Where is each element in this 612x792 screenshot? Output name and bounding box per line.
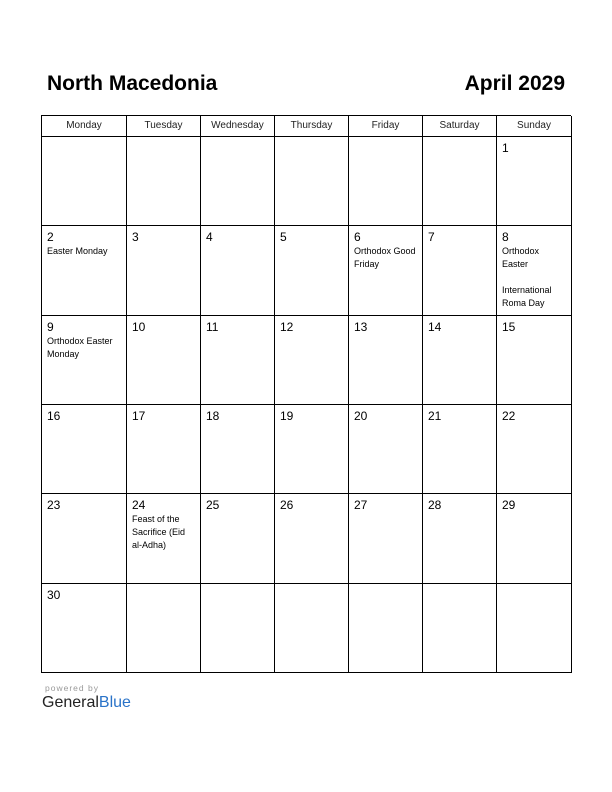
day-cell xyxy=(201,226,275,316)
day-cell xyxy=(497,405,572,494)
holiday-label: International Roma Day xyxy=(502,285,552,308)
day-number: 3 xyxy=(132,230,139,244)
day-cell xyxy=(42,584,127,673)
day-cell xyxy=(497,226,572,316)
weekday-header-saturday: Saturday xyxy=(423,116,497,137)
day-cell xyxy=(275,316,349,405)
day-cell xyxy=(349,137,423,226)
day-cell xyxy=(275,226,349,316)
country-title: North Macedonia xyxy=(47,72,218,95)
day-number: 6 xyxy=(354,230,361,244)
holiday-label: Orthodox Good Friday xyxy=(354,246,416,269)
day-number: 8 xyxy=(502,230,509,244)
day-cell xyxy=(349,226,423,316)
day-number: 19 xyxy=(280,409,294,423)
day-number: 23 xyxy=(47,498,61,512)
brand-logo[interactable] xyxy=(42,694,131,712)
day-cell xyxy=(497,137,572,226)
month-title: April 2029 xyxy=(464,72,565,95)
day-cell xyxy=(275,494,349,584)
day-cell xyxy=(349,584,423,673)
day-cell xyxy=(127,584,201,673)
day-number: 18 xyxy=(206,409,220,423)
weekday-header-wednesday: Wednesday xyxy=(201,116,275,137)
day-number: 11 xyxy=(206,320,219,334)
day-cell xyxy=(201,405,275,494)
day-number: 30 xyxy=(47,588,61,602)
day-number: 13 xyxy=(354,320,368,334)
day-cell xyxy=(42,405,127,494)
day-cell xyxy=(42,494,127,584)
day-cell xyxy=(201,137,275,226)
day-number: 10 xyxy=(132,320,146,334)
day-cell xyxy=(497,584,572,673)
day-number: 24 xyxy=(132,498,146,512)
day-cell xyxy=(423,584,497,673)
holiday-label: Orthodox Easter Monday xyxy=(47,336,113,359)
day-cell xyxy=(127,405,201,494)
day-number: 4 xyxy=(206,230,213,244)
weekday-header-thursday: Thursday xyxy=(275,116,349,137)
day-number: 1 xyxy=(502,141,509,155)
day-number: 21 xyxy=(428,409,442,423)
day-number: 17 xyxy=(132,409,146,423)
day-number: 7 xyxy=(428,230,435,244)
day-number: 28 xyxy=(428,498,442,512)
day-cell xyxy=(201,584,275,673)
day-number: 12 xyxy=(280,320,294,334)
holiday-label: Easter Monday xyxy=(47,246,108,256)
day-number: 22 xyxy=(502,409,516,423)
day-number: 2 xyxy=(47,230,54,244)
day-cell xyxy=(423,226,497,316)
day-cell xyxy=(42,137,127,226)
day-cell xyxy=(127,226,201,316)
day-cell xyxy=(423,137,497,226)
day-cell xyxy=(349,316,423,405)
day-cell xyxy=(423,494,497,584)
day-cell xyxy=(127,494,201,584)
day-number: 25 xyxy=(206,498,220,512)
day-number: 29 xyxy=(502,498,516,512)
brand-blue-text: Blue xyxy=(98,694,131,711)
day-number: 15 xyxy=(502,320,516,334)
day-number: 27 xyxy=(354,498,368,512)
day-cell xyxy=(201,494,275,584)
day-number: 16 xyxy=(47,409,61,423)
day-cell xyxy=(275,405,349,494)
day-number: 26 xyxy=(280,498,294,512)
day-cell xyxy=(497,494,572,584)
day-number: 20 xyxy=(354,409,368,423)
day-cell xyxy=(423,405,497,494)
day-cell xyxy=(42,226,127,316)
weekday-header-monday: Monday xyxy=(42,116,127,137)
day-number: 9 xyxy=(47,320,54,334)
day-cell xyxy=(497,316,572,405)
day-cell xyxy=(201,316,275,405)
day-cell xyxy=(349,405,423,494)
day-number: 14 xyxy=(428,320,442,334)
weekday-header-friday: Friday xyxy=(349,116,423,137)
day-number: 5 xyxy=(280,230,287,244)
weekday-header-sunday: Sunday xyxy=(497,116,572,137)
brand-general-text: General xyxy=(42,694,99,711)
weekday-header-tuesday: Tuesday xyxy=(127,116,201,137)
powered-by-label: powered by xyxy=(45,683,99,693)
holiday-label: Orthodox Easter xyxy=(502,246,540,269)
holiday-label: Feast of the Sacrifice (Eid al-Adha) xyxy=(132,514,186,550)
day-cell xyxy=(127,316,201,405)
day-cell xyxy=(275,137,349,226)
day-cell xyxy=(423,316,497,405)
day-cell xyxy=(127,137,201,226)
day-cell xyxy=(349,494,423,584)
day-cell xyxy=(275,584,349,673)
day-cell xyxy=(42,316,127,405)
calendar-grid xyxy=(41,115,571,673)
